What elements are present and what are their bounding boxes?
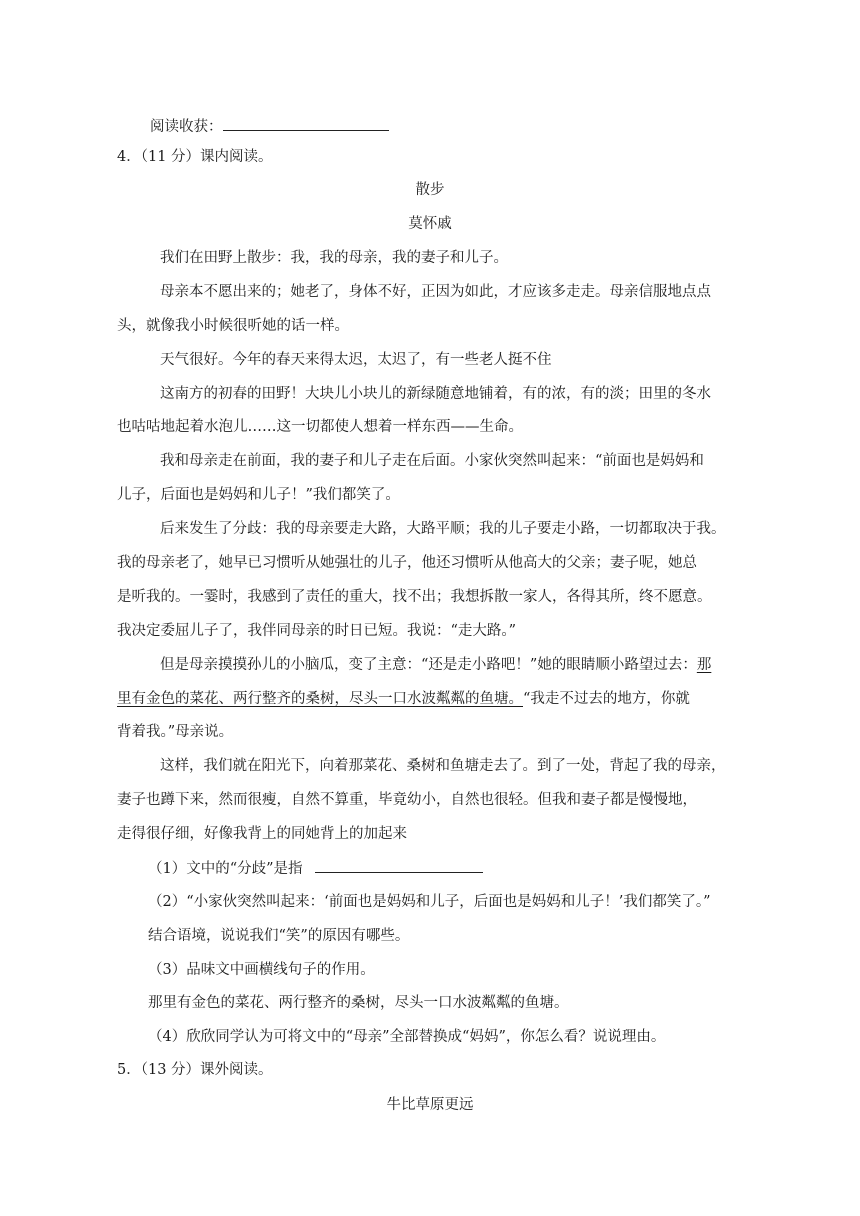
q4-paragraph-7-line-3: 背着我。”母亲说。 — [117, 724, 234, 740]
q4-paragraph-4-line-2: 也咕咕地起着水泡儿……这一切都使人想着一样东西——生命。 — [117, 419, 523, 435]
subquestion-text: （1）文中的“分歧”是指 — [148, 861, 303, 877]
q4-paragraph-5-line-2: 儿子，后面也是妈妈和儿子！”我们都笑了。 — [117, 487, 400, 503]
q4-paragraph-2-line-2: 头，就像我小时候很听她的话一样。 — [117, 318, 349, 334]
q4-paragraph-6-line-2: 我的母亲老了，她早已习惯听从她强壮的儿子，他还习惯听从他高大的父亲；妻子呢，她总 — [117, 555, 697, 571]
q4-subquestion-3: （3）品味文中画横线句子的作用。 — [148, 962, 375, 978]
q4-paragraph-5-line-1: 我和母亲走在前面，我的妻子和儿子走在后面。小家伙突然叫起来：“前面也是妈妈和 — [160, 453, 704, 469]
q4-paragraph-8-line-3: 走得很仔细，好像我背上的同她背上的加起来 — [117, 826, 407, 842]
q4-paragraph-7-line-1 — [160, 655, 711, 675]
q4-paragraph-6-line-1: 后来发生了分歧：我的母亲要走大路，大路平顺；我的儿子要走小路，一切都取决于我。 — [160, 521, 726, 537]
q4-subquestion-2-line-1: （2）“小家伙突然叫起来：‘前面也是妈妈和儿子，后面也是妈妈和儿子！’我们都笑了。” — [148, 894, 711, 910]
q4-subquestion-4: （4）欣欣同学认为可将文中的“母亲”全部替换成“妈妈”，你怎么看？说说理由。 — [148, 1029, 666, 1045]
q4-paragraph-6-line-4: 我决定委屈儿子了，我伴同母亲的时日已短。我说：“走大路。” — [117, 623, 517, 639]
q4-subquestion-2-line-2: 结合语境，说说我们“笑”的原因有哪些。 — [148, 928, 410, 944]
q4-paragraph-8-line-2: 妻子也蹲下来，然而很瘦，自然不算重，毕竟幼小，自然也很轻。但我和妻子都是慢慢地， — [117, 792, 697, 808]
q5-header: 5．（13 分）课外阅读。 — [117, 1062, 273, 1078]
answer-blank[interactable] — [223, 116, 389, 131]
q4-subquestion-1 — [148, 858, 483, 879]
underlined-sentence: 那 — [696, 657, 712, 673]
q5-title: 牛比草原更远 — [386, 1097, 474, 1113]
q4-paragraph-2-line-1: 母亲本不愿出来的；她老了，身体不好，正因为如此，才应该多走走。母亲信服地点点 — [160, 284, 711, 300]
q4-header: 4．（11 分）课内阅读。 — [117, 149, 273, 165]
q4-paragraph-4-line-1: 这南方的初春的田野！大块儿小块儿的新绿随意地铺着，有的浓，有的淡；田里的冬水 — [160, 386, 711, 402]
reading-gain-label: 阅读收获： — [150, 119, 223, 135]
paragraph-text: 但是母亲摸摸孙儿的小脑瓜，变了主意：“还是走小路吧！”她的眼睛顺小路望过去： — [160, 657, 697, 673]
q4-paragraph-6-line-3: 是听我的。一霎时，我感到了责任的重大，找不出；我想拆散一家人，各得其所，终不愿意。 — [117, 589, 712, 605]
reading-gain-line — [150, 116, 389, 137]
underlined-sentence: 里有金色的菜花、两行整齐的桑树，尽头一口水波粼粼的鱼塘。 — [117, 691, 523, 707]
q4-paragraph-1: 我们在田野上散步：我，我的母亲，我的妻子和儿子。 — [160, 250, 508, 266]
paragraph-text: “我走不过去的地方，你就 — [523, 691, 690, 707]
q4-subquestion-3-quote: 那里有金色的菜花、两行整齐的桑树，尽头一口水波粼粼的鱼塘。 — [148, 995, 569, 1011]
q4-author: 莫怀戚 — [408, 216, 452, 232]
q4-paragraph-7-line-2 — [117, 689, 690, 709]
q4-paragraph-3: 天气很好。今年的春天来得太迟，太迟了，有一些老人挺不住 — [160, 352, 552, 368]
q4-paragraph-8-line-1: 这样，我们就在阳光下，向着那菜花、桑树和鱼塘走去了。到了一处，背起了我的母亲， — [160, 758, 726, 774]
q4-title: 散步 — [415, 182, 445, 198]
answer-blank[interactable] — [315, 858, 483, 873]
